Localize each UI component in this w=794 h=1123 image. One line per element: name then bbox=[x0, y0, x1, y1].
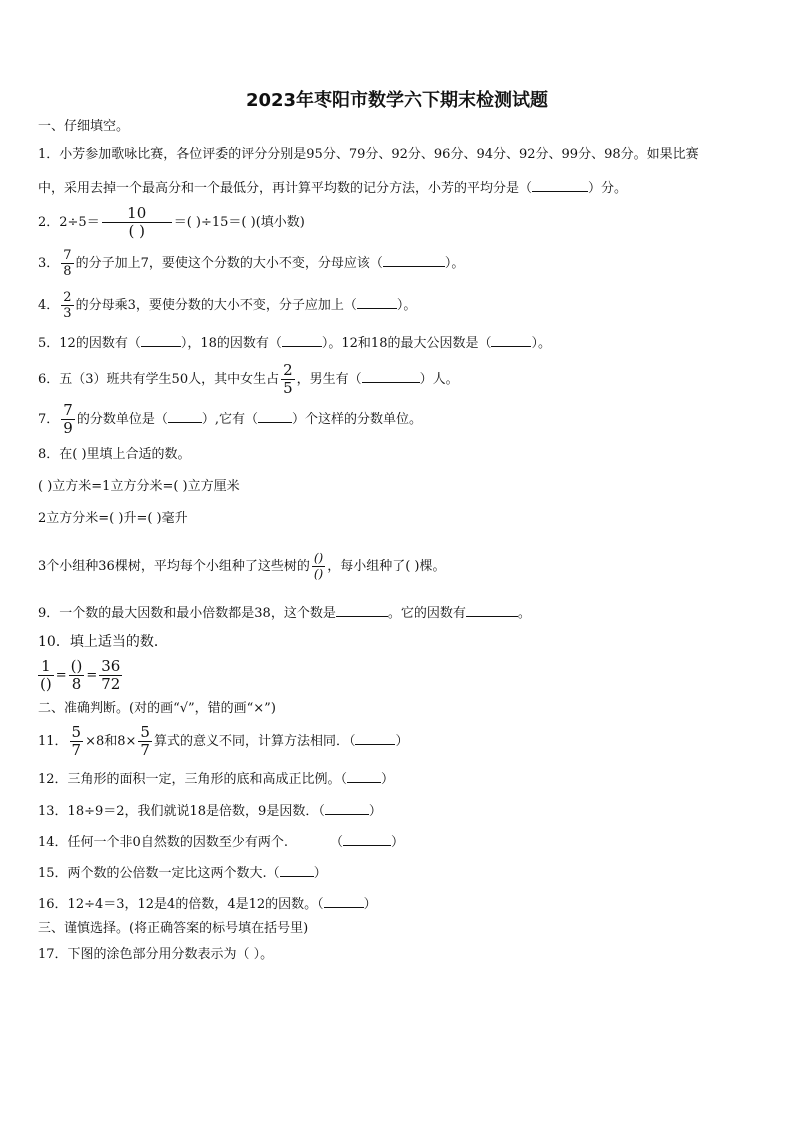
question-2-prefix: 2．2÷5＝ bbox=[38, 215, 100, 230]
question-11-mid: ×8和8× bbox=[85, 734, 137, 749]
denominator: ( ) bbox=[128, 222, 145, 240]
question-8-d-end: ，每小组种了( )棵。 bbox=[327, 559, 446, 574]
question-12-text: 12．三角形的面积一定，三角形的底和高成正比例。（ bbox=[38, 772, 348, 787]
fraction bbox=[61, 248, 73, 279]
denominator: 9 bbox=[63, 419, 73, 437]
question-6-text: 6．五（3）班共有学生50人，其中女生占 bbox=[38, 372, 280, 387]
fraction bbox=[138, 724, 152, 759]
numerator: 36 bbox=[101, 657, 121, 675]
question-7-end: ）个这样的分数单位。 bbox=[291, 412, 422, 427]
answer-blank[interactable] bbox=[282, 332, 322, 347]
question-16 bbox=[38, 893, 377, 914]
question-1-text: 中，采用去掉一个最高分和一个最低分，再计算平均数的记分方法，小芳的平均分是（ bbox=[38, 181, 533, 196]
question-2-suffix: ＝( )÷15＝( )(填小数) bbox=[173, 215, 305, 230]
numerator: () bbox=[313, 551, 324, 565]
question-6-end: ）人。 bbox=[419, 372, 459, 387]
question-11-end: ） bbox=[395, 734, 409, 749]
denominator: 3 bbox=[63, 306, 72, 321]
fraction bbox=[61, 290, 73, 321]
answer-blank[interactable] bbox=[168, 408, 202, 423]
question-9-mid: 。它的因数有 bbox=[387, 606, 466, 621]
question-2 bbox=[38, 205, 305, 240]
question-13-text: 13．18÷9＝2，我们就说18是倍数，9是因数．（ bbox=[38, 804, 325, 819]
section-1-heading: 一、仔细填空。 bbox=[38, 119, 130, 134]
answer-blank[interactable] bbox=[532, 177, 588, 192]
question-5-part-a: 5．12的因数有（ bbox=[38, 336, 141, 351]
question-8-d-text: 3个小组种36棵树，平均每个小组种了这些树的 bbox=[38, 559, 310, 574]
answer-blank[interactable] bbox=[324, 893, 364, 908]
answer-blank[interactable] bbox=[355, 730, 395, 745]
question-16-text: 16．12÷4＝3，12是4的倍数，4是12的因数。（ bbox=[38, 897, 324, 912]
answer-blank[interactable] bbox=[357, 294, 397, 309]
equals-sign: = bbox=[55, 668, 67, 683]
question-16-end: ） bbox=[363, 897, 377, 912]
question-14 bbox=[38, 831, 404, 852]
question-14-open: （ bbox=[329, 835, 343, 850]
page-title: 2023年枣阳市数学六下期末检测试题 bbox=[245, 90, 549, 111]
numerator: 7 bbox=[63, 248, 72, 263]
answer-blank[interactable] bbox=[141, 332, 181, 347]
question-17: 17．下图的涂色部分用分数表示为（ ）。 bbox=[38, 947, 274, 962]
answer-blank[interactable] bbox=[336, 602, 388, 617]
answer-blank[interactable] bbox=[343, 831, 391, 846]
fraction bbox=[69, 658, 85, 693]
section-3-heading: 三、谨慎选择。(将正确答案的标号填在括号里) bbox=[38, 921, 309, 936]
numerator: 2 bbox=[283, 361, 293, 379]
question-8-line-a: 8．在( )里填上合适的数。 bbox=[38, 447, 191, 462]
answer-blank[interactable] bbox=[325, 800, 369, 815]
numerator: 7 bbox=[63, 401, 73, 419]
question-12-end: ） bbox=[381, 772, 395, 787]
question-9-end: 。 bbox=[517, 606, 531, 621]
question-4-end: ）。 bbox=[396, 298, 417, 313]
fraction bbox=[61, 402, 75, 437]
numerator: () bbox=[70, 657, 83, 675]
answer-blank[interactable] bbox=[280, 862, 314, 877]
answer-blank[interactable] bbox=[258, 408, 292, 423]
question-13 bbox=[38, 800, 382, 821]
question-15-text: 15．两个数的公倍数一定比这两个数大.（ bbox=[38, 866, 280, 881]
fraction bbox=[70, 724, 84, 759]
question-11-text: 算式的意义不同，计算方法相同．（ bbox=[153, 734, 356, 749]
fraction bbox=[38, 658, 54, 693]
fraction bbox=[99, 658, 122, 693]
question-13-end: ） bbox=[368, 804, 382, 819]
question-8-line-d bbox=[38, 551, 445, 582]
numerator: 10 bbox=[102, 205, 172, 223]
question-14-end: ） bbox=[390, 835, 404, 850]
question-7-number: 7． bbox=[38, 412, 60, 427]
answer-blank[interactable] bbox=[362, 368, 420, 383]
question-7-mid: ）,它有（ bbox=[201, 412, 258, 427]
question-15 bbox=[38, 862, 327, 883]
denominator: () bbox=[40, 675, 52, 693]
question-7 bbox=[38, 402, 422, 437]
question-5-part-b: ），18的因数有（ bbox=[180, 336, 282, 351]
question-6-mid: ，男生有（ bbox=[296, 372, 362, 387]
question-12 bbox=[38, 768, 394, 789]
question-3-text: 的分子加上7，要使这个分数的大小不变，分母应该（ bbox=[75, 256, 383, 271]
question-8-line-b: ( )立方米=1立方分米=( )立方厘米 bbox=[38, 479, 240, 494]
question-5-part-c: ）。12和18的最大公因数是（ bbox=[321, 336, 492, 351]
question-3-number: 3． bbox=[38, 256, 60, 271]
question-4-number: 4． bbox=[38, 298, 60, 313]
answer-blank[interactable] bbox=[383, 252, 445, 267]
question-1-line-a: 1．小芳参加歌咏比赛，各位评委的评分分别是95分、79分、92分、96分、94分、92分、99分、98分。如果比赛 bbox=[38, 147, 699, 162]
denominator: 7 bbox=[140, 741, 150, 759]
question-7-text: 的分数单位是（ bbox=[76, 412, 168, 427]
section-2-heading: 二、准确判断。(对的画“√”，错的画“×”) bbox=[38, 701, 276, 716]
denominator: 72 bbox=[101, 675, 121, 693]
numerator: 5 bbox=[140, 723, 150, 741]
denominator: 5 bbox=[283, 379, 293, 397]
question-5 bbox=[38, 332, 551, 353]
question-5-end: ）。 bbox=[531, 336, 551, 351]
denominator: 7 bbox=[71, 741, 82, 759]
question-3 bbox=[38, 248, 464, 279]
numerator: 2 bbox=[63, 290, 72, 305]
question-6 bbox=[38, 362, 459, 397]
denominator: 8 bbox=[63, 264, 72, 279]
question-1-end: ）分。 bbox=[588, 181, 628, 196]
question-11-number: 11． bbox=[38, 734, 68, 749]
answer-blank[interactable] bbox=[491, 332, 531, 347]
question-10-heading: 10．填上适当的数． bbox=[38, 634, 168, 650]
numerator: 5 bbox=[71, 723, 82, 741]
question-8-line-c: 2立方分米=( )升=( )毫升 bbox=[38, 511, 188, 526]
question-9 bbox=[38, 602, 531, 623]
denominator: 8 bbox=[71, 675, 82, 693]
denominator: () bbox=[313, 567, 324, 581]
question-14-text: 14．任何一个非0自然数的因数至少有两个. bbox=[38, 835, 288, 850]
question-9-text: 9．一个数的最大因数和最小倍数都是38，这个数是 bbox=[38, 606, 336, 621]
answer-blank[interactable] bbox=[466, 602, 518, 617]
answer-blank[interactable] bbox=[347, 768, 381, 783]
question-15-end: ） bbox=[313, 866, 327, 881]
equals-sign: = bbox=[86, 668, 98, 683]
question-11 bbox=[38, 724, 409, 759]
question-3-end: ）。 bbox=[444, 256, 465, 271]
fraction bbox=[312, 551, 325, 582]
fraction bbox=[102, 205, 172, 240]
question-10-fractions bbox=[36, 658, 124, 693]
question-4-text: 的分母乘3，要使分数的大小不变，分子应加上（ bbox=[75, 298, 357, 313]
numerator: 1 bbox=[38, 658, 54, 676]
question-1-line-b bbox=[38, 177, 627, 198]
fraction bbox=[281, 362, 295, 397]
question-4 bbox=[38, 290, 416, 321]
